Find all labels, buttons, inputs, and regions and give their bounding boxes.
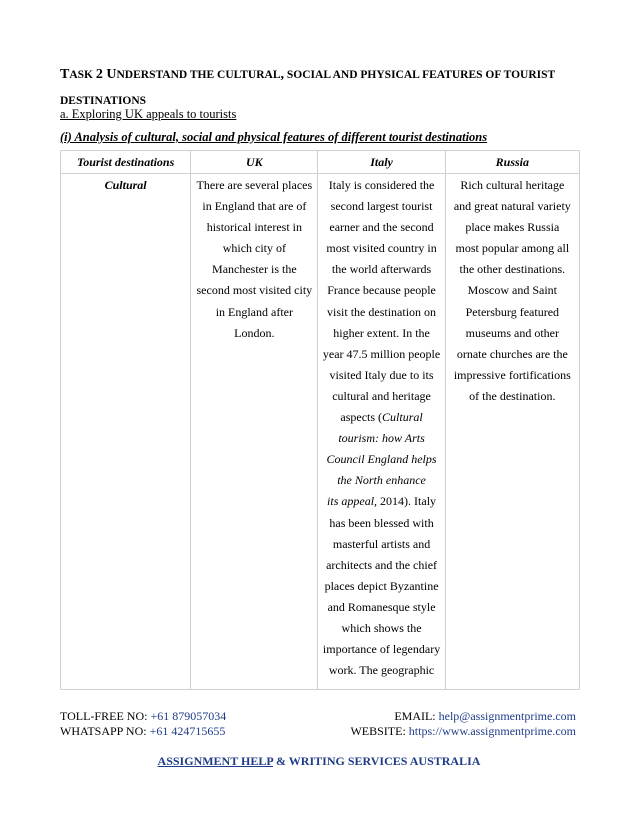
italy-text: visited Italy due to its	[329, 367, 434, 382]
italy-line	[320, 491, 442, 512]
whatsapp-line	[60, 724, 226, 739]
cell-uk	[191, 174, 318, 690]
heading-cap-0: T	[60, 67, 70, 82]
italy-text: most visited country in	[326, 241, 437, 256]
russia-line: most popular among all	[455, 241, 570, 256]
italy-line	[320, 513, 442, 534]
subheading-a: a. Exploring UK appeals to tourists	[60, 107, 237, 121]
whatsapp-label: WHATSAPP NO:	[60, 724, 150, 738]
italy-line	[320, 175, 442, 196]
footer-brand	[0, 754, 638, 769]
italy-line	[320, 344, 442, 365]
uk-line: London.	[234, 325, 275, 340]
features-table	[60, 150, 580, 690]
italy-text: earner and the second	[329, 220, 434, 235]
whatsapp-number[interactable]: +61 424715655	[149, 724, 226, 738]
uk-line: second most visited city	[196, 283, 313, 298]
brand-tagline: & WRITING SERVICES AUSTRALIA	[273, 754, 481, 768]
uk-line: in England that are of	[202, 199, 307, 214]
row-label-cultural: Cultural	[61, 174, 191, 690]
heading-line-2: DESTINATIONS	[60, 95, 147, 107]
italy-citation: tourism: how Arts	[338, 431, 425, 446]
header-tourist-destinations: Tourist destinations	[61, 151, 191, 174]
heading-text-2: SOCIAL AND PHYSICAL FEATURES OF TOURIST	[284, 69, 556, 81]
italy-text: importance of legendary	[322, 642, 441, 657]
tollfree-line	[60, 709, 226, 724]
brand-link[interactable]: ASSIGNMENT HELP	[157, 754, 274, 768]
russia-line: Moscow and Saint	[467, 283, 557, 298]
italy-text: masterful artists and	[332, 536, 431, 551]
italy-text: has been blessed with	[329, 515, 434, 530]
russia-line: and great natural variety	[453, 199, 571, 214]
italy-citation: Council England helps	[326, 452, 437, 467]
footer-contact-left	[60, 709, 226, 739]
italy-line	[320, 555, 442, 576]
heading-line-1	[60, 62, 590, 88]
italy-text: cultural and heritage	[332, 388, 431, 403]
uk-line: historical interest in	[206, 220, 302, 235]
italy-line	[320, 259, 442, 280]
italy-line	[320, 386, 442, 407]
footer-contact-right	[350, 709, 576, 739]
italy-text: which shows the	[341, 620, 422, 635]
russia-line: Petersburg featured	[465, 304, 560, 319]
italy-text: France because people	[327, 283, 436, 298]
italy-text: second largest tourist	[330, 199, 433, 214]
uk-line: There are several places	[196, 178, 313, 192]
header-italy: Italy	[318, 151, 445, 174]
italy-line	[320, 196, 442, 217]
italy-line	[320, 576, 442, 597]
heading-cap-2: ,	[280, 67, 285, 82]
italy-line	[320, 238, 442, 259]
italy-text: and Romanesque style	[327, 599, 436, 614]
cell-russia	[445, 174, 579, 690]
header-russia: Russia	[445, 151, 579, 174]
italy-line	[320, 217, 442, 238]
italy-line	[320, 323, 442, 344]
website-label: WEBSITE:	[350, 724, 409, 738]
italy-text: year 47.5 million people	[322, 346, 441, 361]
italy-line	[320, 449, 442, 470]
italy-citation: the North enhance	[337, 473, 426, 488]
table-row	[61, 174, 580, 690]
uk-line: in England after	[215, 304, 293, 319]
italy-line	[320, 660, 442, 681]
subheading-i: (i) Analysis of cultural, social and physical features of different tourist destinations	[60, 130, 488, 144]
italy-line	[320, 618, 442, 639]
heading-cap-1: 2 U	[95, 67, 117, 82]
italy-line	[320, 534, 442, 555]
email-link[interactable]: help@assignmentprime.com	[438, 709, 576, 723]
tollfree-number[interactable]: +61 879057034	[150, 709, 227, 723]
russia-line: place makes Russia	[465, 220, 560, 235]
italy-text: the world afterwards	[331, 262, 432, 277]
italy-line	[320, 365, 442, 386]
italy-text: places depict Byzantine	[324, 578, 439, 593]
italy-text: work. The geographic	[328, 663, 435, 678]
email-line	[350, 709, 576, 724]
heading-text-1: NDERSTAND THE CULTURAL	[116, 69, 281, 81]
italy-line	[320, 597, 442, 618]
italy-line	[320, 280, 442, 301]
italy-line	[320, 470, 442, 491]
italy-text: architects and the chief	[326, 557, 438, 572]
table-header-row	[61, 151, 580, 174]
italy-text: aspects (	[340, 410, 383, 425]
russia-line: of the destination.	[469, 388, 556, 403]
italy-citation: Cultural	[382, 410, 423, 425]
website-line	[350, 724, 576, 739]
uk-line: which city of	[222, 241, 287, 256]
uk-line: Manchester is the	[212, 262, 297, 277]
russia-line: ornate churches are the	[456, 346, 568, 361]
italy-text: Italy is considered the	[328, 178, 435, 192]
header-uk: UK	[191, 151, 318, 174]
tollfree-label: TOLL-FREE NO:	[60, 709, 151, 723]
cell-italy	[318, 174, 445, 690]
email-label: EMAIL:	[394, 709, 439, 723]
italy-text: 2014). Italy	[377, 494, 437, 509]
italy-citation: its appeal,	[327, 494, 378, 509]
italy-line	[320, 639, 442, 660]
website-link[interactable]: https://www.assignmentprime.com	[408, 724, 576, 738]
italy-text: visit the destination on	[327, 304, 437, 319]
italy-line	[320, 302, 442, 323]
russia-line: Rich cultural heritage	[460, 178, 565, 192]
russia-line: impressive fortifications	[453, 367, 571, 382]
russia-line: the other destinations.	[459, 262, 566, 277]
italy-line	[320, 428, 442, 449]
russia-line: museums and other	[465, 325, 559, 340]
italy-line	[320, 407, 442, 428]
italy-text: higher extent. In the	[333, 325, 430, 340]
heading-text-0: ASK	[69, 69, 96, 81]
